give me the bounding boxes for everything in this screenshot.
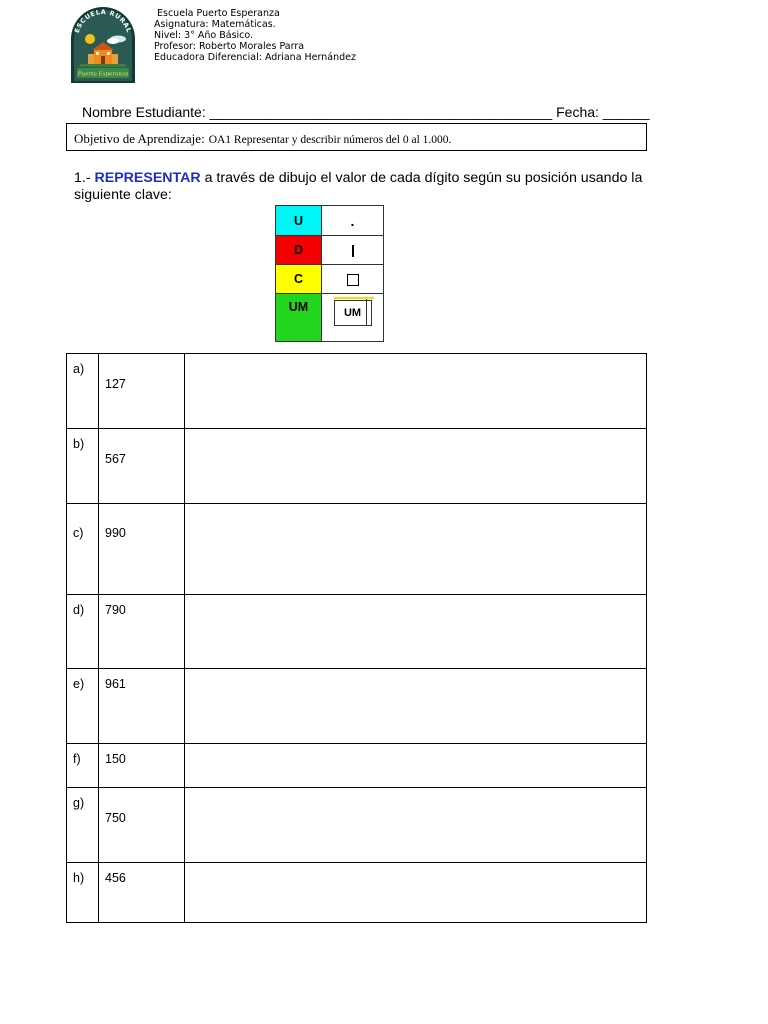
educator-line: Educadora Diferencial: Adriana Hernández (154, 52, 356, 63)
vertical-line-icon (322, 236, 384, 265)
exercise-letter: g) (67, 788, 99, 863)
question-1 (74, 170, 664, 204)
exercise-row (67, 429, 647, 504)
school-name: Escuela Puerto Esperanza (157, 8, 280, 19)
drawing-area[interactable] (185, 354, 647, 429)
exercise-number: 790 (99, 595, 185, 669)
teacher-line: Profesor: Roberto Morales Parra (154, 41, 305, 52)
student-name-date-line: Nombre Estudiante: ____________________________________________ Fecha: ______ (82, 104, 650, 120)
exercise-letter: c) (67, 504, 99, 595)
key-row-thousands (276, 294, 384, 342)
key-label-u: U (276, 206, 322, 236)
subject-line: Asignatura: Matemáticas. (154, 19, 276, 30)
drawing-area[interactable] (185, 429, 647, 504)
key-label-um: UM (276, 294, 322, 342)
exercise-letter: d) (67, 595, 99, 669)
exercise-table (66, 353, 647, 923)
exercise-letter: a) (67, 354, 99, 429)
exercise-number: 567 (99, 429, 185, 504)
logo-arc-text: ESCUELA RURAL (72, 7, 134, 34)
um-box-text: UM (334, 300, 372, 326)
exercise-row (67, 504, 647, 595)
dot-icon: . (322, 206, 384, 236)
square-icon (322, 265, 384, 294)
exercise-letter: f) (67, 744, 99, 788)
drawing-area[interactable] (185, 595, 647, 669)
school-logo (68, 5, 138, 85)
question-text: a través de dibujo el valor de cada dígito según su posición usando la siguiente clave: (74, 170, 643, 203)
exercise-number: 456 (99, 863, 185, 923)
drawing-area[interactable] (185, 744, 647, 788)
level-line: Nivel: 3° Año Básico. (154, 30, 254, 41)
objective-label: Objetivo de Aprendizaje: (74, 131, 205, 146)
exercise-row (67, 354, 647, 429)
exercise-number: 961 (99, 669, 185, 744)
exercise-row (67, 863, 647, 923)
exercise-number: 150 (99, 744, 185, 788)
key-label-d: D (276, 236, 322, 265)
exercise-letter: h) (67, 863, 99, 923)
question-number: 1.- (74, 170, 95, 186)
um-box-symbol (322, 294, 384, 342)
exercise-row (67, 595, 647, 669)
exercise-letter: e) (67, 669, 99, 744)
drawing-area[interactable] (185, 504, 647, 595)
exercise-letter: b) (67, 429, 99, 504)
exercise-row (67, 669, 647, 744)
drawing-area[interactable] (185, 669, 647, 744)
key-row-units (276, 206, 384, 236)
drawing-area[interactable] (185, 863, 647, 923)
objective-text: OA1 Representar y describir números del 0 al 1.000. (208, 134, 452, 146)
exercise-number: 990 (99, 504, 185, 595)
school-info (154, 8, 356, 63)
exercise-number: 750 (99, 788, 185, 863)
exercise-number: 127 (99, 354, 185, 429)
logo-banner-text: Puerto Esperanza (77, 71, 129, 78)
key-row-tens (276, 236, 384, 265)
drawing-area[interactable] (185, 788, 647, 863)
key-row-hundreds (276, 265, 384, 294)
learning-objective-box (66, 123, 647, 151)
key-label-c: C (276, 265, 322, 294)
exercise-row (67, 744, 647, 788)
question-keyword: REPRESENTAR (94, 170, 201, 186)
exercise-row (67, 788, 647, 863)
key-table (275, 205, 384, 342)
